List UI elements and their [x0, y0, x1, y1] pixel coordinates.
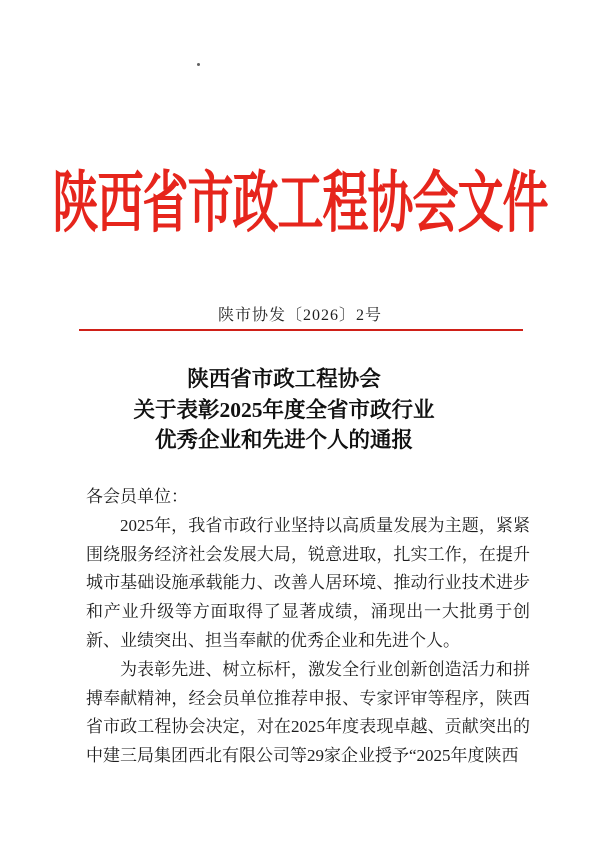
- scan-speck: [197, 63, 200, 66]
- letterhead: [0, 150, 600, 246]
- doc-number: 陕市协发〔2026〕2号: [217, 307, 382, 324]
- red-divider-rule: [79, 329, 523, 331]
- document-title: [44, 364, 524, 456]
- title-line-2: 关于表彰2025年度全省市政行业: [133, 397, 435, 422]
- title-line-3: 优秀企业和先进个人的通报: [154, 428, 413, 452]
- salutation: 各会员单位：: [86, 487, 188, 506]
- document-body: [86, 483, 530, 771]
- letterhead-title: 陕西省市政工程协会文件: [52, 166, 548, 241]
- title-line-1: 陕西省市政工程协会: [187, 367, 381, 391]
- body-paragraph-2: 为表彰先进、树立标杆，激发全行业创新创造活力和拼搏奉献精神，经会员单位推荐申报、专家评审等程序，陕西省市政工程协会决定，对在2025年度表现卓越、贡献突出的中建三局集团西北有限公司等29家企业授予“2025年度陕西: [86, 659, 530, 766]
- body-paragraph-1: 2025年，我省市政行业坚持以高质量发展为主题，紧紧围绕服务经济社会发展大局，锐意进取，扎实工作，在提升城市基础设施承载能力、改善人居环境、推动行业技术进步和产业升级等方面取得了显著成绩，涌现出一大批勇于创新、业绩突出、担当奉献的优秀企业和先进个人。: [86, 515, 530, 650]
